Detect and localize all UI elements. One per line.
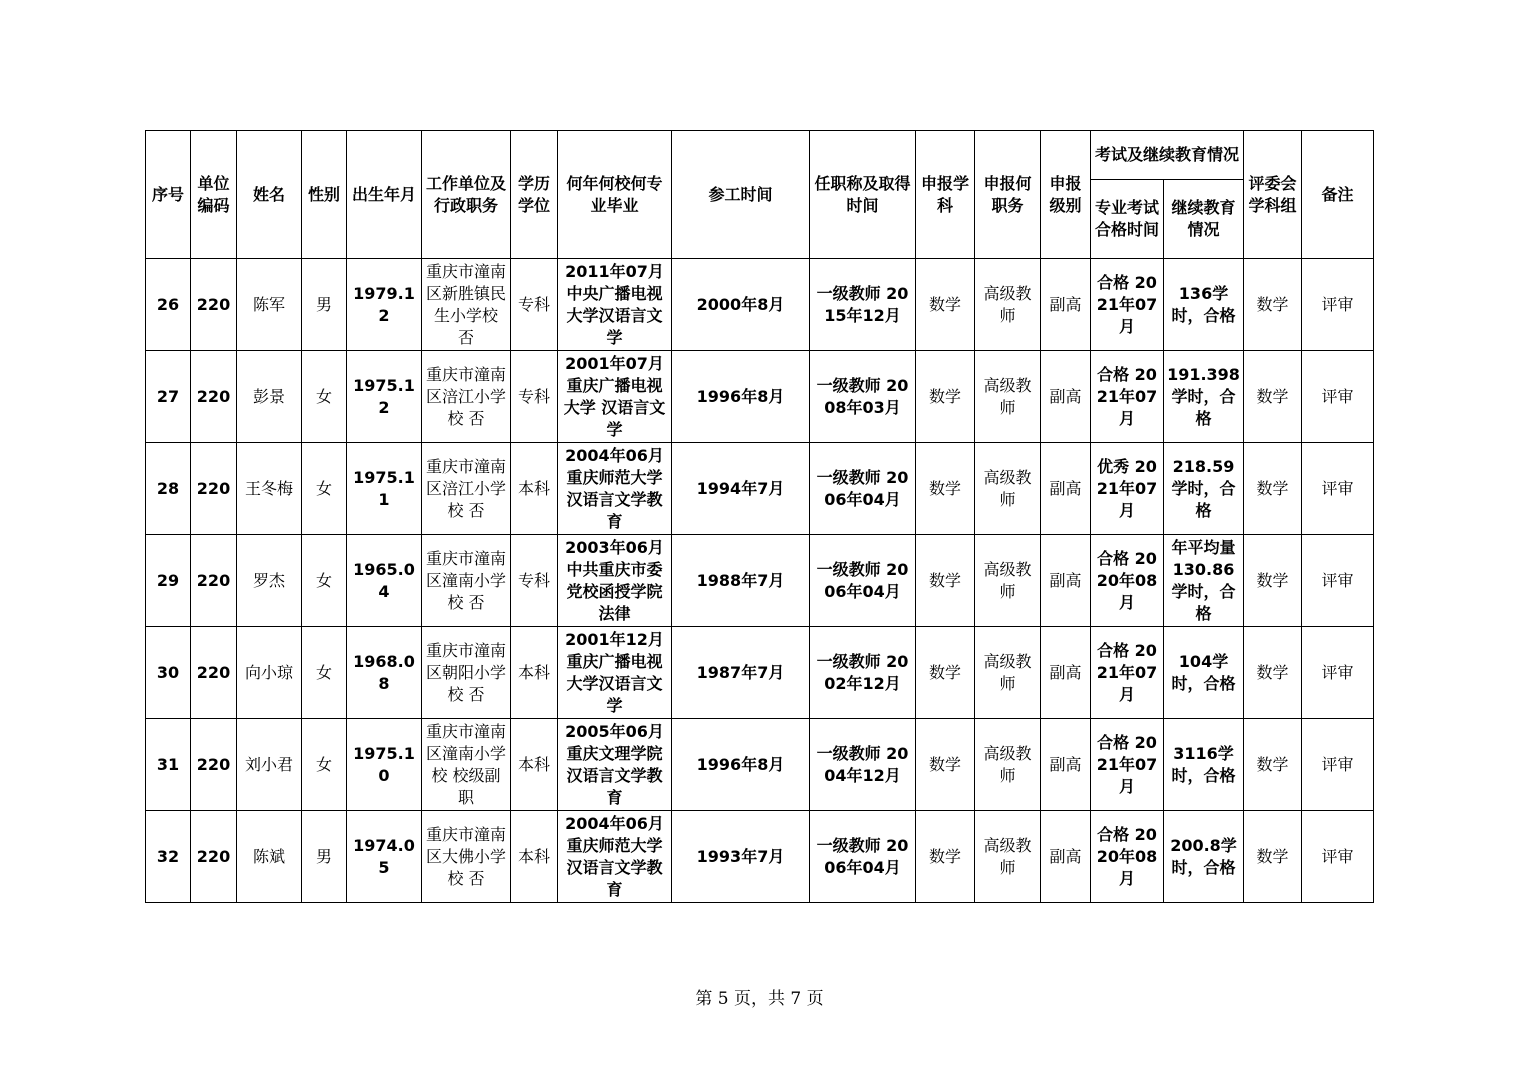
cell-unit: 重庆市潼南区朝阳小学校 否 xyxy=(422,627,511,719)
cell-code: 220 xyxy=(191,811,237,903)
cell-unit: 重庆市潼南区潼南小学校 否 xyxy=(422,535,511,627)
cell-exam: 合格 2021年07月 xyxy=(1091,259,1164,351)
cell-work-start: 1988年7月 xyxy=(672,535,810,627)
cell-name: 罗杰 xyxy=(237,535,302,627)
cell-work-start: 1994年7月 xyxy=(672,443,810,535)
header-remark: 备注 xyxy=(1302,131,1374,259)
cell-work-start: 1996年8月 xyxy=(672,719,810,811)
cell-name: 彭景 xyxy=(237,351,302,443)
cell-work-start: 2000年8月 xyxy=(672,259,810,351)
cell-position: 高级教师 xyxy=(975,443,1041,535)
cell-title: 一级教师 2006年04月 xyxy=(810,443,916,535)
cell-degree: 专科 xyxy=(511,351,558,443)
cell-gender: 女 xyxy=(302,351,347,443)
cell-seq: 32 xyxy=(146,811,191,903)
cell-exam: 合格 2021年07月 xyxy=(1091,627,1164,719)
cell-panel: 数学 xyxy=(1244,443,1302,535)
cell-unit: 重庆市潼南区新胜镇民生小学校 否 xyxy=(422,259,511,351)
header-name: 姓名 xyxy=(237,131,302,259)
cell-degree: 本科 xyxy=(511,443,558,535)
cell-unit: 重庆市潼南区大佛小学校 否 xyxy=(422,811,511,903)
cell-code: 220 xyxy=(191,719,237,811)
cell-graduation: 2001年12月重庆广播电视大学汉语言文学 xyxy=(558,627,672,719)
cell-subject: 数学 xyxy=(916,719,975,811)
cell-exam: 优秀 2021年07月 xyxy=(1091,443,1164,535)
cell-level: 副高 xyxy=(1041,811,1091,903)
cell-title: 一级教师 2002年12月 xyxy=(810,627,916,719)
cell-work-start: 1987年7月 xyxy=(672,627,810,719)
cell-gender: 女 xyxy=(302,719,347,811)
cell-subject: 数学 xyxy=(916,535,975,627)
cell-position: 高级教师 xyxy=(975,811,1041,903)
cell-exam: 合格 2021年07月 xyxy=(1091,351,1164,443)
cell-seq: 26 xyxy=(146,259,191,351)
table-row xyxy=(146,351,1374,443)
cell-edu: 200.8学时，合格 xyxy=(1164,811,1244,903)
cell-graduation: 2004年06月重庆师范大学汉语言文学教育 xyxy=(558,811,672,903)
cell-position: 高级教师 xyxy=(975,627,1041,719)
cell-graduation: 2003年06月中共重庆市委党校函授学院法律 xyxy=(558,535,672,627)
cell-graduation: 2011年07月中央广播电视大学汉语言文学 xyxy=(558,259,672,351)
cell-level: 副高 xyxy=(1041,627,1091,719)
cell-remark: 评审 xyxy=(1302,719,1374,811)
cell-work-start: 1993年7月 xyxy=(672,811,810,903)
cell-birth: 1979.12 xyxy=(347,259,422,351)
header-apply-level: 申报级别 xyxy=(1041,131,1091,259)
cell-subject: 数学 xyxy=(916,351,975,443)
cell-name: 刘小君 xyxy=(237,719,302,811)
cell-level: 副高 xyxy=(1041,259,1091,351)
cell-seq: 31 xyxy=(146,719,191,811)
page-footer: 第 5 页，共 7 页 xyxy=(695,989,824,1009)
cell-code: 220 xyxy=(191,351,237,443)
cell-gender: 女 xyxy=(302,627,347,719)
cell-unit: 重庆市潼南区潼南小学校 校级副职 xyxy=(422,719,511,811)
cell-position: 高级教师 xyxy=(975,719,1041,811)
cell-seq: 27 xyxy=(146,351,191,443)
cell-name: 王冬梅 xyxy=(237,443,302,535)
cell-subject: 数学 xyxy=(916,443,975,535)
header-panel: 评委会学科组 xyxy=(1244,131,1302,259)
teacher-title-review-table xyxy=(145,130,1374,903)
cell-code: 220 xyxy=(191,535,237,627)
cell-edu: 136学时，合格 xyxy=(1164,259,1244,351)
cell-birth: 1968.08 xyxy=(347,627,422,719)
cell-degree: 本科 xyxy=(511,627,558,719)
cell-gender: 男 xyxy=(302,811,347,903)
header-seq: 序号 xyxy=(146,131,191,259)
cell-position: 高级教师 xyxy=(975,535,1041,627)
cell-unit: 重庆市潼南区涪江小学校 否 xyxy=(422,443,511,535)
cell-title: 一级教师 2004年12月 xyxy=(810,719,916,811)
header-gender: 性别 xyxy=(302,131,347,259)
cell-remark: 评审 xyxy=(1302,351,1374,443)
header-exam-pass: 专业考试合格时间 xyxy=(1091,180,1164,259)
table-row xyxy=(146,443,1374,535)
header-graduation: 何年何校何专业毕业 xyxy=(558,131,672,259)
table-row xyxy=(146,535,1374,627)
cell-edu: 年平均量130.86学时，合格 xyxy=(1164,535,1244,627)
cell-code: 220 xyxy=(191,627,237,719)
cell-name: 向小琼 xyxy=(237,627,302,719)
cell-degree: 本科 xyxy=(511,811,558,903)
header-work-start: 参工时间 xyxy=(672,131,810,259)
cell-exam: 合格 2020年08月 xyxy=(1091,535,1164,627)
cell-panel: 数学 xyxy=(1244,719,1302,811)
cell-title: 一级教师 2006年04月 xyxy=(810,811,916,903)
cell-remark: 评审 xyxy=(1302,627,1374,719)
header-birth: 出生年月 xyxy=(347,131,422,259)
cell-gender: 女 xyxy=(302,535,347,627)
table-row xyxy=(146,259,1374,351)
cell-seq: 30 xyxy=(146,627,191,719)
cell-edu: 3116学时，合格 xyxy=(1164,719,1244,811)
cell-birth: 1965.04 xyxy=(347,535,422,627)
cell-panel: 数学 xyxy=(1244,535,1302,627)
cell-panel: 数学 xyxy=(1244,811,1302,903)
cell-graduation: 2004年06月重庆师范大学汉语言文学教育 xyxy=(558,443,672,535)
cell-work-start: 1996年8月 xyxy=(672,351,810,443)
cell-unit: 重庆市潼南区涪江小学校 否 xyxy=(422,351,511,443)
cell-subject: 数学 xyxy=(916,259,975,351)
cell-level: 副高 xyxy=(1041,719,1091,811)
header-cont-edu: 继续教育情况 xyxy=(1164,180,1244,259)
cell-remark: 评审 xyxy=(1302,259,1374,351)
cell-subject: 数学 xyxy=(916,811,975,903)
cell-position: 高级教师 xyxy=(975,351,1041,443)
cell-code: 220 xyxy=(191,443,237,535)
cell-remark: 评审 xyxy=(1302,811,1374,903)
cell-name: 陈斌 xyxy=(237,811,302,903)
cell-remark: 评审 xyxy=(1302,443,1374,535)
cell-title: 一级教师 2006年04月 xyxy=(810,535,916,627)
table-row xyxy=(146,627,1374,719)
cell-degree: 专科 xyxy=(511,259,558,351)
cell-degree: 专科 xyxy=(511,535,558,627)
header-apply-position: 申报何职务 xyxy=(975,131,1041,259)
cell-name: 陈军 xyxy=(237,259,302,351)
cell-seq: 28 xyxy=(146,443,191,535)
cell-exam: 合格 2021年07月 xyxy=(1091,719,1164,811)
header-work-unit: 工作单位及行政职务 xyxy=(422,131,511,259)
cell-panel: 数学 xyxy=(1244,259,1302,351)
cell-title: 一级教师 2015年12月 xyxy=(810,259,916,351)
cell-code: 220 xyxy=(191,259,237,351)
cell-graduation: 2001年07月重庆广播电视大学 汉语言文学 xyxy=(558,351,672,443)
cell-degree: 本科 xyxy=(511,719,558,811)
cell-level: 副高 xyxy=(1041,443,1091,535)
cell-remark: 评审 xyxy=(1302,535,1374,627)
cell-panel: 数学 xyxy=(1244,627,1302,719)
table-row xyxy=(146,719,1374,811)
cell-edu: 191.398学时，合格 xyxy=(1164,351,1244,443)
cell-subject: 数学 xyxy=(916,627,975,719)
cell-edu: 104学时，合格 xyxy=(1164,627,1244,719)
cell-birth: 1975.11 xyxy=(347,443,422,535)
cell-birth: 1975.10 xyxy=(347,719,422,811)
header-title-obtained: 任职称及取得时间 xyxy=(810,131,916,259)
cell-seq: 29 xyxy=(146,535,191,627)
cell-graduation: 2005年06月重庆文理学院汉语言文学教育 xyxy=(558,719,672,811)
cell-gender: 女 xyxy=(302,443,347,535)
cell-title: 一级教师 2008年03月 xyxy=(810,351,916,443)
cell-edu: 218.59学时，合格 xyxy=(1164,443,1244,535)
header-exam-group: 考试及继续教育情况 xyxy=(1091,131,1244,180)
cell-level: 副高 xyxy=(1041,351,1091,443)
table-row xyxy=(146,811,1374,903)
header-unit-code: 单位编码 xyxy=(191,131,237,259)
cell-birth: 1974.05 xyxy=(347,811,422,903)
cell-level: 副高 xyxy=(1041,535,1091,627)
cell-position: 高级教师 xyxy=(975,259,1041,351)
cell-gender: 男 xyxy=(302,259,347,351)
cell-birth: 1975.12 xyxy=(347,351,422,443)
cell-exam: 合格 2020年08月 xyxy=(1091,811,1164,903)
header-degree: 学历学位 xyxy=(511,131,558,259)
header-apply-subject: 申报学科 xyxy=(916,131,975,259)
cell-panel: 数学 xyxy=(1244,351,1302,443)
